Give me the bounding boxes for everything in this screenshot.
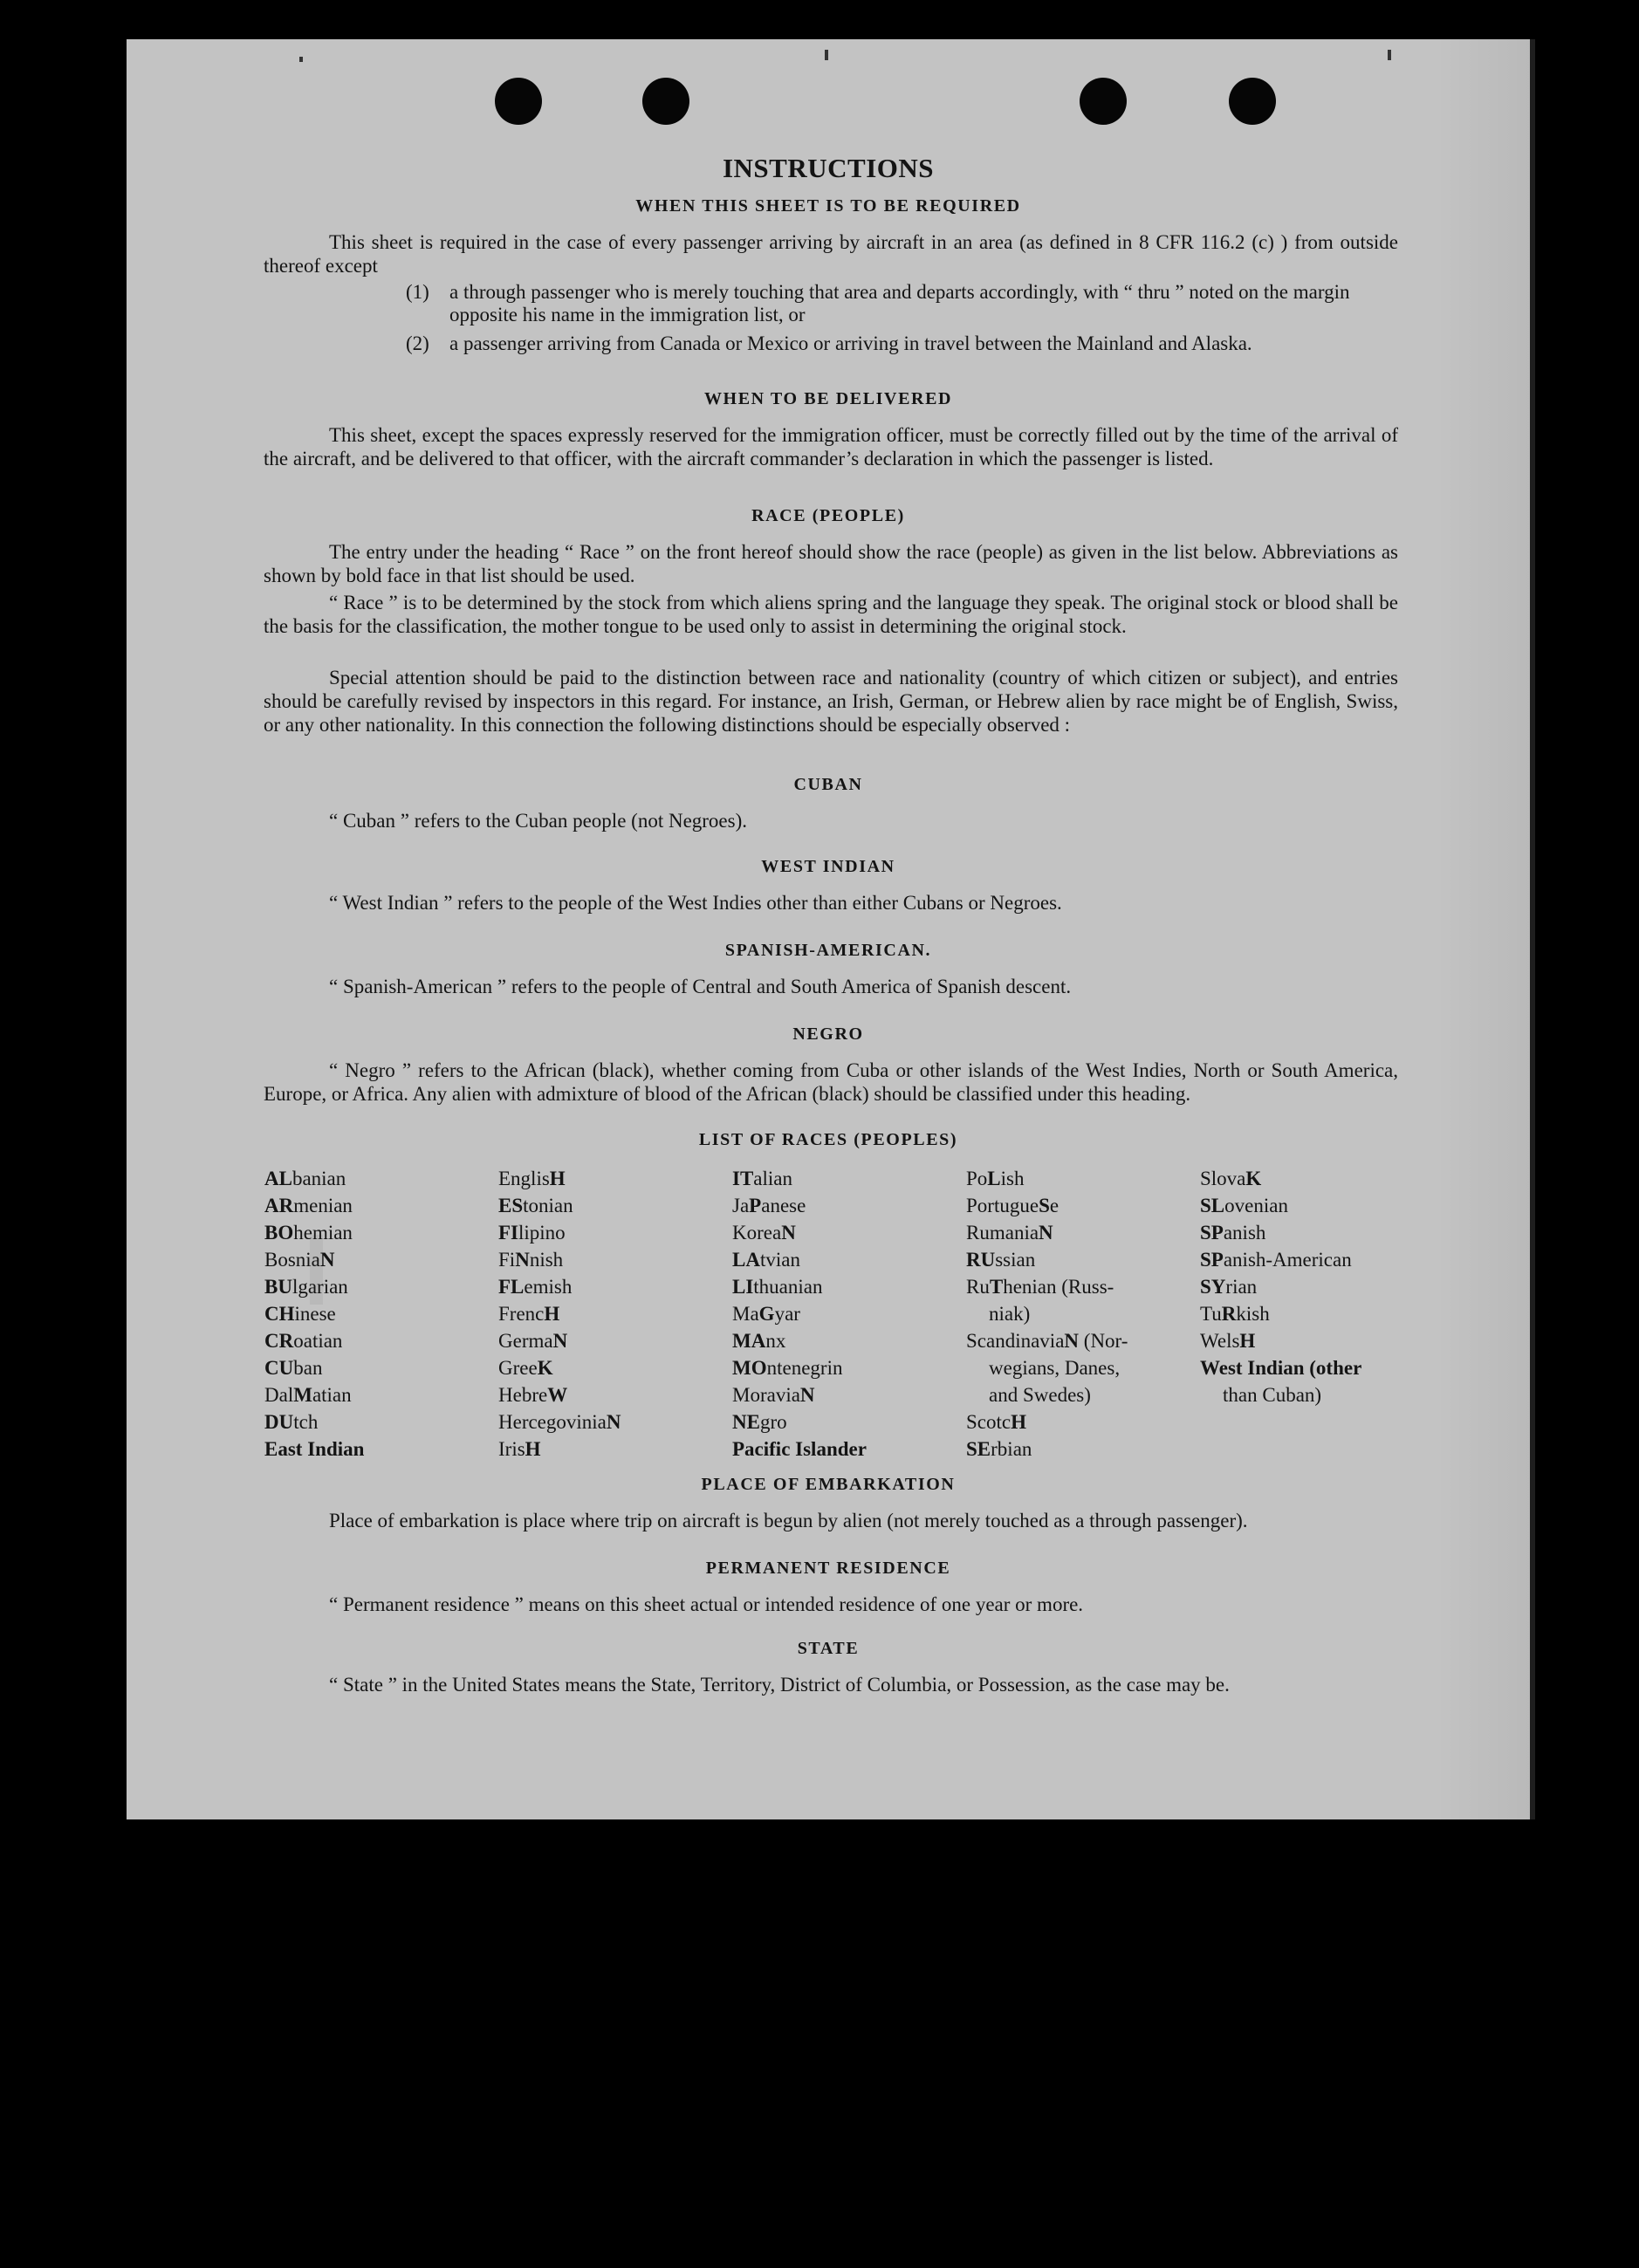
race-abbreviation: ES — [498, 1195, 524, 1216]
speck — [825, 50, 828, 60]
race-entry — [264, 1381, 496, 1408]
race-name-text: niak) — [989, 1303, 1031, 1325]
race-entry — [498, 1219, 730, 1246]
race-entry — [1200, 1192, 1431, 1219]
race-entry — [966, 1354, 1197, 1381]
race-abbreviation: LI — [732, 1276, 754, 1298]
section-heading-permanent-residence: PERMANENT RESIDENCE — [705, 1559, 951, 1578]
race-name-text: inese — [294, 1303, 336, 1325]
race-name-text: Ma — [732, 1303, 759, 1325]
race-entry — [966, 1246, 1197, 1273]
race-abbreviation: SP — [1200, 1222, 1224, 1244]
race-abbreviation: N — [1039, 1222, 1053, 1244]
exception-item-1 — [406, 281, 1398, 326]
race-entry — [732, 1219, 964, 1246]
race-entry — [264, 1219, 496, 1246]
section-heading-embarkation: PLACE OF EMBARKATION — [701, 1475, 956, 1494]
race-entry — [966, 1408, 1197, 1435]
race-entry — [264, 1435, 496, 1463]
race-abbreviation: H — [525, 1438, 541, 1460]
race-paragraph-3: Special attention should be paid to the distinction between race and nationality (country of which citizen or subject), and entries should be carefully revised by inspectors in this regard. For instance, an Irish, German, or Hebrew alien by race might be of English, Swiss, or any other nationality. In this connection the following distinctions should be especially observed : — [264, 667, 1398, 736]
race-entry — [732, 1273, 964, 1300]
race-abbreviation: NE — [732, 1411, 760, 1433]
race-abbreviation: N — [1064, 1330, 1080, 1352]
race-abbreviation: CR — [264, 1330, 294, 1352]
race-abbreviation: East Indian — [264, 1438, 365, 1460]
race-abbreviation: P — [749, 1195, 762, 1216]
race-name-text: ish — [1000, 1168, 1025, 1189]
race-name-text: tonian — [523, 1195, 573, 1216]
race-name-text: emish — [524, 1276, 573, 1298]
race-name-text: Germa — [498, 1330, 553, 1352]
race-name-text: nx — [765, 1330, 786, 1352]
race-entry — [264, 1192, 496, 1219]
race-entry — [1200, 1165, 1431, 1192]
race-name-text: Englis — [498, 1168, 550, 1189]
race-abbreviation: West Indian (other — [1200, 1357, 1362, 1379]
race-name-text: rbian — [991, 1438, 1032, 1460]
race-name-text: lipino — [518, 1222, 566, 1244]
punch-hole — [1229, 78, 1276, 125]
race-entry — [1200, 1327, 1431, 1354]
race-name-text: ntenegrin — [766, 1357, 843, 1379]
race-name-text: alian — [753, 1168, 792, 1189]
race-abbreviation: T — [989, 1276, 1004, 1298]
page-title: INSTRUCTIONS — [722, 153, 934, 183]
race-abbreviation: BU — [264, 1276, 292, 1298]
race-abbreviation: SY — [1200, 1276, 1226, 1298]
race-abbreviation: RU — [966, 1249, 996, 1271]
race-entry — [966, 1327, 1197, 1354]
race-name-text: Rumania — [966, 1222, 1039, 1244]
race-name-text: henian (Russ- — [1003, 1276, 1114, 1298]
section-heading-cuban: CUBAN — [793, 775, 863, 794]
race-entry — [732, 1192, 964, 1219]
race-abbreviation: N — [781, 1222, 796, 1244]
race-abbreviation: W — [547, 1384, 568, 1406]
races-column — [264, 1165, 496, 1463]
race-entry — [732, 1300, 964, 1327]
race-name-text: Fi — [498, 1249, 516, 1271]
race-name-text: rian — [1225, 1276, 1258, 1298]
embarkation-text: Place of embarkation is place where trip on aircraft is begun by alien (not merely touched as a through passenger). — [329, 1510, 1248, 1531]
race-abbreviation: IT — [732, 1168, 754, 1189]
race-name-text: banian — [291, 1168, 346, 1189]
race-abbreviation: S — [1039, 1195, 1050, 1216]
race-name-text: Scandinavia — [966, 1330, 1065, 1352]
race-entry — [498, 1246, 730, 1273]
race-entry — [498, 1381, 730, 1408]
race-entry — [732, 1435, 964, 1463]
punch-hole — [1080, 78, 1127, 125]
race-name-text: Korea — [732, 1222, 782, 1244]
race-name-text: Dal — [264, 1384, 294, 1406]
section-heading-when-required: WHEN THIS SHEET IS TO BE REQUIRED — [635, 196, 1021, 216]
race-name-text: ovenian — [1224, 1195, 1288, 1216]
race-abbreviation: AL — [264, 1168, 292, 1189]
race-abbreviation: BO — [264, 1222, 294, 1244]
race-name-text: Hebre — [498, 1384, 548, 1406]
race-entry — [966, 1165, 1197, 1192]
race-abbreviation: CH — [264, 1303, 295, 1325]
race-abbreviation: FI — [498, 1222, 518, 1244]
race-name-text: Hercegovinia — [498, 1411, 607, 1433]
section-heading-west-indian: WEST INDIAN — [761, 857, 895, 876]
when-delivered-text: This sheet, except the spaces expressly reserved for the immigration officer, must be correctly filled out by the time of the arrival of the aircraft, and be delivered to that officer, with the aircraft commander’s declaration in which the passenger is listed. — [264, 424, 1398, 469]
race-abbreviation: H — [544, 1303, 560, 1325]
section-heading-spanish-american: SPANISH-AMERICAN. — [724, 941, 932, 960]
speck — [299, 57, 303, 62]
races-column — [732, 1165, 964, 1463]
race-entry — [966, 1219, 1197, 1246]
race-abbreviation: L — [987, 1168, 1001, 1189]
exception-item-2 — [406, 332, 1398, 355]
race-name-text: anish-American — [1223, 1249, 1352, 1271]
race-name-text: Tu — [1200, 1303, 1222, 1325]
race-entry — [1200, 1381, 1431, 1408]
race-name-text: Po — [966, 1168, 988, 1189]
race-paragraph-1: The entry under the heading “ Race ” on the front hereof should show the race (people) as given in the list below. Abbreviations as shown by bold face in that list should be used. — [264, 541, 1398, 586]
race-abbreviation: FL — [498, 1276, 525, 1298]
race-entry — [498, 1273, 730, 1300]
exception-item-number: (2) — [406, 332, 429, 354]
bleed-through-shadow — [1436, 39, 1530, 1819]
race-name-text: Portugue — [966, 1195, 1039, 1216]
race-abbreviation: N — [606, 1411, 621, 1433]
race-name-text: thuanian — [753, 1276, 823, 1298]
race-entry — [732, 1165, 964, 1192]
race-entry — [264, 1408, 496, 1435]
race-entry — [1200, 1246, 1431, 1273]
race-entry — [264, 1273, 496, 1300]
race-name-text: wegians, Danes, — [989, 1357, 1121, 1379]
race-name-text: ssian — [995, 1249, 1036, 1271]
race-entry — [498, 1192, 730, 1219]
race-abbreviation: N — [799, 1384, 815, 1406]
punch-hole — [642, 78, 689, 125]
negro-text: “ Negro ” refers to the African (black), whether coming from Cuba or other islands of the West Indies, North or South America, Europe, or Africa. Any alien with admixture of blood of the African (black) should be classified under this heading. — [264, 1059, 1398, 1105]
race-abbreviation: K — [537, 1357, 553, 1379]
race-name-text: and Swedes) — [989, 1384, 1091, 1406]
race-abbreviation: H — [1239, 1330, 1256, 1352]
cuban-text: “ Cuban ” refers to the Cuban people (not Negroes). — [329, 810, 748, 832]
race-abbreviation: SL — [1200, 1195, 1225, 1216]
race-abbreviation: N — [515, 1249, 530, 1271]
race-name-text: nish — [529, 1249, 564, 1271]
race-entry — [264, 1354, 496, 1381]
race-entry — [1200, 1300, 1431, 1327]
race-entry — [498, 1408, 730, 1435]
race-name-text: menian — [293, 1195, 353, 1216]
race-entry — [966, 1300, 1197, 1327]
race-name-text: tch — [293, 1411, 319, 1433]
state-text: “ State ” in the United States means the State, Territory, District of Columbia, or Possession, as the case may be. — [329, 1674, 1230, 1696]
race-name-text: than Cuban) — [1223, 1384, 1322, 1406]
races-column — [966, 1165, 1197, 1463]
race-abbreviation: CU — [264, 1357, 294, 1379]
race-name-text: Gree — [498, 1357, 538, 1379]
race-abbreviation: G — [758, 1303, 775, 1325]
race-abbreviation: AR — [264, 1195, 294, 1216]
race-entry — [264, 1165, 496, 1192]
race-entry — [264, 1300, 496, 1327]
race-abbreviation: SE — [966, 1438, 991, 1460]
race-name-text: Bosnia — [264, 1249, 320, 1271]
race-entry — [732, 1408, 964, 1435]
race-entry — [966, 1273, 1197, 1300]
section-heading-race: RACE (PEOPLE) — [751, 506, 905, 525]
race-entry — [498, 1327, 730, 1354]
race-name-text: atian — [312, 1384, 352, 1406]
section-heading-negro: NEGRO — [792, 1024, 864, 1044]
exception-item-number: (1) — [406, 281, 429, 303]
race-abbreviation: K — [1245, 1168, 1262, 1189]
section-heading-list-of-races: LIST OF RACES (PEOPLES) — [698, 1130, 958, 1149]
race-name-text: kish — [1236, 1303, 1270, 1325]
permanent-residence-text: “ Permanent residence ” means on this sheet actual or intended residence of one year or more. — [329, 1593, 1084, 1615]
race-name-text: Ru — [966, 1276, 990, 1298]
race-entry — [732, 1246, 964, 1273]
exception-item-text: a passenger arriving from Canada or Mexico or arriving in travel between the Mainland and Alaska. — [449, 332, 1252, 354]
race-name-text: Scotc — [966, 1411, 1012, 1433]
race-entry — [498, 1435, 730, 1463]
race-abbreviation: R — [1221, 1303, 1237, 1325]
race-abbreviation: MA — [732, 1330, 766, 1352]
exception-item-text: a through passenger who is merely touching that area and departs accordingly, with “ thru ” noted on the margin opposite his name in the immigration list, or — [449, 281, 1350, 325]
races-column — [1200, 1165, 1431, 1408]
race-entry — [732, 1327, 964, 1354]
race-abbreviation: DU — [264, 1411, 294, 1433]
race-entry — [732, 1381, 964, 1408]
race-name-text: Ja — [732, 1195, 750, 1216]
race-name-text: (Nor- — [1079, 1330, 1128, 1352]
races-column — [498, 1165, 730, 1463]
race-name-text: hemian — [293, 1222, 353, 1244]
race-entry — [732, 1354, 964, 1381]
race-name-text: ban — [293, 1357, 323, 1379]
race-name-text: anese — [761, 1195, 806, 1216]
race-entry — [1200, 1219, 1431, 1246]
race-name-text: oatian — [293, 1330, 343, 1352]
race-name-text: Frenc — [498, 1303, 545, 1325]
race-entry — [498, 1354, 730, 1381]
race-entry — [966, 1192, 1197, 1219]
race-name-text: Iris — [498, 1438, 525, 1460]
race-entry — [498, 1165, 730, 1192]
race-name-text: yar — [774, 1303, 800, 1325]
speck — [1388, 50, 1391, 60]
race-paragraph-2: “ Race ” is to be determined by the stock from which aliens spring and the language they speak. The original stock or blood shall be the basis for the classification, the mother tongue to be used only to assist in determining the original stock. — [264, 592, 1398, 637]
race-entry — [1200, 1273, 1431, 1300]
section-heading-when-delivered: WHEN TO BE DELIVERED — [703, 389, 953, 408]
race-abbreviation: Pacific Islander — [732, 1438, 867, 1460]
instruction-sheet — [127, 39, 1530, 1819]
race-abbreviation: H — [1011, 1411, 1026, 1433]
race-entry — [966, 1435, 1197, 1463]
race-name-text: lgarian — [291, 1276, 348, 1298]
race-name-text: Slova — [1200, 1168, 1246, 1189]
race-name-text: Moravia — [732, 1384, 800, 1406]
race-name-text: Wels — [1200, 1330, 1240, 1352]
race-abbreviation: N — [319, 1249, 335, 1271]
race-name-text: tvian — [759, 1249, 800, 1271]
punch-hole — [495, 78, 542, 125]
race-abbreviation: H — [549, 1168, 566, 1189]
race-abbreviation: MO — [732, 1357, 767, 1379]
race-entry — [264, 1246, 496, 1273]
race-entry — [1200, 1354, 1431, 1381]
race-abbreviation: LA — [732, 1249, 760, 1271]
race-entry — [264, 1327, 496, 1354]
race-abbreviation: N — [552, 1330, 568, 1352]
when-required-intro: This sheet is required in the case of every passenger arriving by aircraft in an area (as defined in 8 CFR 116.2 (c) ) from outside thereof except — [264, 231, 1398, 277]
race-name-text: gro — [759, 1411, 787, 1433]
race-abbreviation: M — [293, 1384, 312, 1406]
race-name-text: e — [1049, 1195, 1060, 1216]
race-entry — [498, 1300, 730, 1327]
spanish-american-text: “ Spanish-American ” refers to the people of Central and South America of Spanish descent. — [329, 976, 1072, 997]
race-abbreviation: SP — [1200, 1249, 1224, 1271]
section-heading-state: STATE — [797, 1639, 860, 1658]
race-entry — [966, 1381, 1197, 1408]
race-name-text: anish — [1223, 1222, 1266, 1244]
west-indian-text: “ West Indian ” refers to the people of the West Indies other than either Cubans or Negroes. — [329, 892, 1062, 914]
